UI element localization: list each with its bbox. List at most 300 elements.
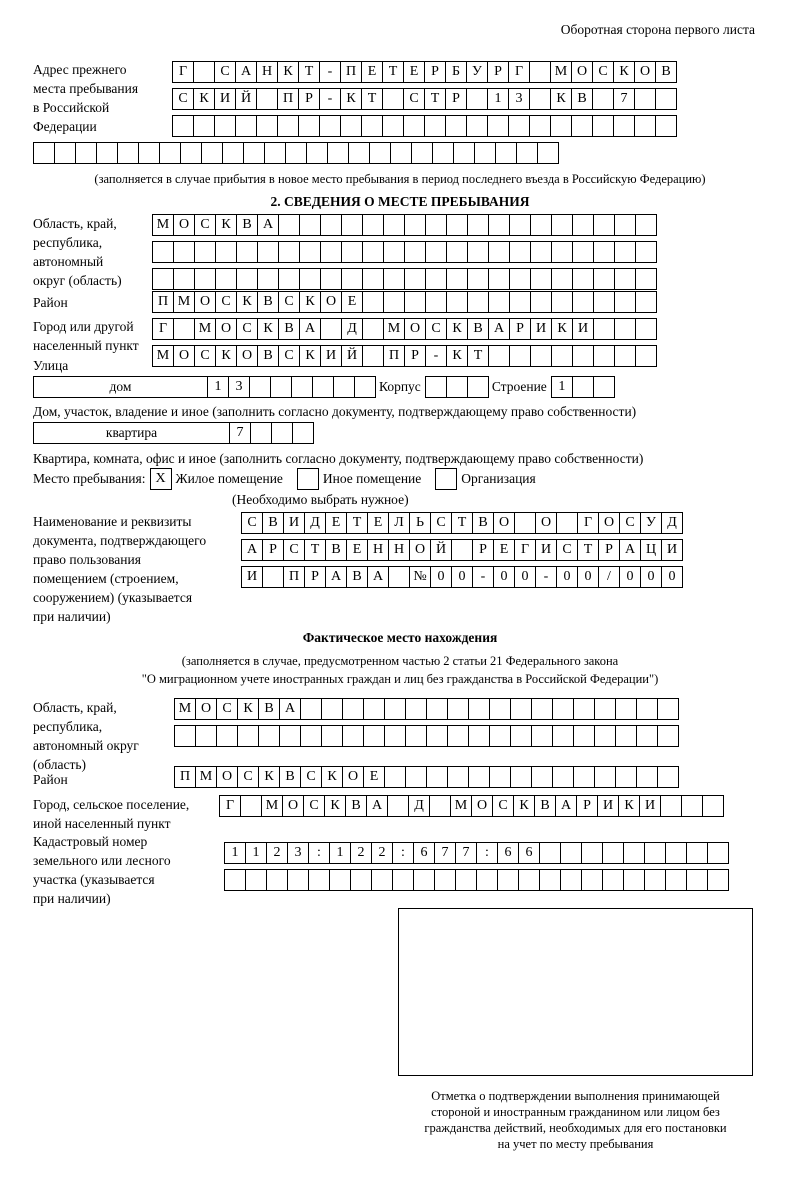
char-cell[interactable] [54,142,76,164]
char-cell[interactable] [361,115,383,137]
char-cell[interactable] [340,115,362,137]
char-cell[interactable]: Т [346,512,368,534]
char-cell[interactable]: Е [363,766,385,788]
char-cell[interactable] [306,142,328,164]
char-cell[interactable] [292,422,314,444]
char-cell[interactable] [285,142,307,164]
char-cell[interactable] [593,241,615,263]
region-row-2[interactable] [152,241,656,263]
char-cell[interactable] [467,241,489,263]
char-cell[interactable] [382,88,404,110]
char-cell[interactable] [592,115,614,137]
char-cell[interactable]: О [634,61,656,83]
char-cell[interactable] [308,869,330,891]
char-cell[interactable] [537,142,559,164]
char-cell[interactable]: О [571,61,593,83]
char-cell[interactable]: Г [508,61,530,83]
char-cell[interactable] [446,214,468,236]
char-cell[interactable]: С [403,88,425,110]
char-cell[interactable]: Р [487,61,509,83]
char-cell[interactable]: К [215,214,237,236]
char-cell[interactable] [530,268,552,290]
char-cell[interactable]: 0 [661,566,683,588]
char-cell[interactable]: Е [403,61,425,83]
char-cell[interactable]: А [279,698,301,720]
char-cell[interactable] [634,115,656,137]
char-cell[interactable] [426,766,448,788]
char-cell[interactable] [320,214,342,236]
char-cell[interactable] [287,869,309,891]
char-cell[interactable]: 6 [497,842,519,864]
char-cell[interactable]: С [194,345,216,367]
char-cell[interactable] [655,115,677,137]
char-cell[interactable]: 0 [514,566,536,588]
char-cell[interactable]: В [472,512,494,534]
char-cell[interactable] [552,725,574,747]
char-cell[interactable]: : [308,842,330,864]
char-cell[interactable]: О [236,345,258,367]
char-cell[interactable] [572,376,594,398]
char-cell[interactable] [594,698,616,720]
char-cell[interactable] [707,869,729,891]
char-cell[interactable]: Т [577,539,599,561]
char-cell[interactable] [392,869,414,891]
char-cell[interactable]: М [383,318,405,340]
char-cell[interactable] [467,214,489,236]
char-cell[interactable]: Г [514,539,536,561]
char-cell[interactable] [180,142,202,164]
char-cell[interactable]: М [450,795,472,817]
char-cell[interactable] [277,115,299,137]
char-cell[interactable] [509,214,531,236]
char-cell[interactable]: К [550,88,572,110]
char-cell[interactable] [509,345,531,367]
char-cell[interactable] [476,869,498,891]
char-cell[interactable]: 1 [329,842,351,864]
prev-address-row-1[interactable] [172,61,676,83]
char-cell[interactable] [362,214,384,236]
char-cell[interactable] [362,291,384,313]
char-cell[interactable] [33,142,55,164]
char-cell[interactable]: Е [367,512,389,534]
char-cell[interactable] [342,725,364,747]
char-cell[interactable] [256,88,278,110]
char-cell[interactable]: Р [472,539,494,561]
char-cell[interactable] [614,318,636,340]
char-cell[interactable]: П [174,766,196,788]
char-cell[interactable] [614,214,636,236]
char-cell[interactable]: К [446,345,468,367]
char-cell[interactable] [447,766,469,788]
char-cell[interactable] [278,268,300,290]
char-cell[interactable] [434,869,456,891]
char-cell[interactable] [614,345,636,367]
char-cell[interactable] [354,376,376,398]
char-cell[interactable] [425,268,447,290]
char-cell[interactable] [529,115,551,137]
char-cell[interactable]: 0 [556,566,578,588]
char-cell[interactable] [299,268,321,290]
char-cell[interactable]: С [215,291,237,313]
char-cell[interactable]: П [383,345,405,367]
char-cell[interactable] [635,214,657,236]
char-cell[interactable]: С [214,61,236,83]
char-cell[interactable] [594,725,616,747]
document-row-3[interactable] [241,566,682,588]
char-cell[interactable]: М [195,766,217,788]
char-cell[interactable] [405,766,427,788]
flat-cells[interactable] [229,422,313,444]
char-cell[interactable] [236,268,258,290]
char-cell[interactable] [327,142,349,164]
char-cell[interactable] [593,214,615,236]
char-cell[interactable] [279,725,301,747]
cadastral-row-2[interactable] [224,869,728,891]
char-cell[interactable] [384,725,406,747]
char-cell[interactable]: В [262,512,284,534]
char-cell[interactable]: О [173,345,195,367]
char-cell[interactable] [529,88,551,110]
char-cell[interactable]: П [277,88,299,110]
char-cell[interactable]: И [572,318,594,340]
char-cell[interactable]: О [535,512,557,534]
char-cell[interactable] [516,142,538,164]
char-cell[interactable]: К [613,61,635,83]
char-cell[interactable] [572,291,594,313]
char-cell[interactable] [530,214,552,236]
char-cell[interactable]: К [193,88,215,110]
char-cell[interactable]: 0 [619,566,641,588]
char-cell[interactable] [468,725,490,747]
char-cell[interactable]: А [555,795,577,817]
char-cell[interactable] [510,698,532,720]
char-cell[interactable]: Г [577,512,599,534]
char-cell[interactable] [350,869,372,891]
char-cell[interactable] [657,725,679,747]
char-cell[interactable]: М [174,698,196,720]
char-cell[interactable] [404,268,426,290]
char-cell[interactable]: Т [451,512,473,534]
char-cell[interactable] [425,376,447,398]
char-cell[interactable]: К [258,766,280,788]
char-cell[interactable]: Т [382,61,404,83]
char-cell[interactable] [635,318,657,340]
char-cell[interactable]: В [534,795,556,817]
char-cell[interactable] [572,345,594,367]
char-cell[interactable]: С [236,318,258,340]
char-cell[interactable]: К [551,318,573,340]
char-cell[interactable] [593,268,615,290]
char-cell[interactable] [573,698,595,720]
char-cell[interactable]: 3 [228,376,250,398]
char-cell[interactable] [429,795,451,817]
char-cell[interactable] [235,115,257,137]
char-cell[interactable] [413,869,435,891]
char-cell[interactable]: Р [304,566,326,588]
char-cell[interactable] [487,115,509,137]
char-cell[interactable] [291,376,313,398]
char-cell[interactable] [614,268,636,290]
char-cell[interactable] [489,698,511,720]
char-cell[interactable]: С [216,698,238,720]
region-row-3[interactable] [152,268,656,290]
char-cell[interactable] [383,214,405,236]
char-cell[interactable]: О [215,318,237,340]
char-cell[interactable] [403,115,425,137]
char-cell[interactable]: Д [661,512,683,534]
char-cell[interactable] [447,725,469,747]
char-cell[interactable]: 2 [266,842,288,864]
char-cell[interactable]: О [471,795,493,817]
char-cell[interactable] [466,115,488,137]
char-cell[interactable]: И [320,345,342,367]
char-cell[interactable]: Т [298,61,320,83]
char-cell[interactable] [298,115,320,137]
char-cell[interactable] [405,698,427,720]
char-cell[interactable] [560,869,582,891]
prev-address-row-2[interactable] [172,88,676,110]
flat-line[interactable] [33,422,313,444]
char-cell[interactable] [623,842,645,864]
char-cell[interactable]: 3 [287,842,309,864]
char-cell[interactable] [173,268,195,290]
char-cell[interactable] [383,291,405,313]
district-row[interactable] [152,291,656,313]
char-cell[interactable] [572,214,594,236]
char-cell[interactable]: В [345,795,367,817]
char-cell[interactable] [593,376,615,398]
char-cell[interactable]: В [346,566,368,588]
char-cell[interactable]: 7 [613,88,635,110]
char-cell[interactable]: Р [576,795,598,817]
char-cell[interactable] [489,766,511,788]
char-cell[interactable] [551,241,573,263]
char-cell[interactable]: Д [341,318,363,340]
stamp-box[interactable] [398,908,753,1076]
char-cell[interactable]: Е [346,539,368,561]
char-cell[interactable]: В [325,539,347,561]
char-cell[interactable]: С [492,795,514,817]
char-cell[interactable] [623,869,645,891]
char-cell[interactable] [371,869,393,891]
char-cell[interactable]: Н [367,539,389,561]
char-cell[interactable] [173,241,195,263]
char-cell[interactable]: Г [172,61,194,83]
char-cell[interactable]: Т [467,345,489,367]
char-cell[interactable] [432,142,454,164]
char-cell[interactable] [455,869,477,891]
char-cell[interactable]: В [236,214,258,236]
checkbox-zhiloe[interactable]: Х [150,468,172,490]
char-cell[interactable]: Р [445,88,467,110]
char-cell[interactable] [390,142,412,164]
char-cell[interactable] [363,698,385,720]
char-cell[interactable]: К [236,291,258,313]
char-cell[interactable]: М [173,291,195,313]
char-cell[interactable] [257,268,279,290]
char-cell[interactable]: С [300,766,322,788]
char-cell[interactable] [321,725,343,747]
char-cell[interactable]: К [340,88,362,110]
char-cell[interactable] [446,376,468,398]
char-cell[interactable] [614,291,636,313]
char-cell[interactable]: А [367,566,389,588]
char-cell[interactable] [529,61,551,83]
char-cell[interactable]: / [598,566,620,588]
char-cell[interactable] [488,214,510,236]
char-cell[interactable]: 1 [245,842,267,864]
char-cell[interactable]: С [592,61,614,83]
char-cell[interactable]: А [619,539,641,561]
char-cell[interactable]: М [261,795,283,817]
char-cell[interactable]: А [299,318,321,340]
char-cell[interactable]: С [556,539,578,561]
char-cell[interactable]: И [214,88,236,110]
char-cell[interactable] [96,142,118,164]
char-cell[interactable] [243,142,265,164]
char-cell[interactable]: О [404,318,426,340]
char-cell[interactable] [75,142,97,164]
char-cell[interactable]: Р [404,345,426,367]
char-cell[interactable]: С [283,539,305,561]
actual-district-row[interactable] [174,766,678,788]
char-cell[interactable]: Р [424,61,446,83]
char-cell[interactable] [495,142,517,164]
char-cell[interactable] [312,376,334,398]
char-cell[interactable] [560,842,582,864]
char-cell[interactable]: - [319,61,341,83]
char-cell[interactable]: Е [493,539,515,561]
checkbox-organizaciya[interactable] [435,468,457,490]
char-cell[interactable] [572,241,594,263]
char-cell[interactable] [594,766,616,788]
char-cell[interactable] [636,766,658,788]
char-cell[interactable] [636,725,658,747]
char-cell[interactable] [467,291,489,313]
char-cell[interactable] [531,766,553,788]
char-cell[interactable] [551,268,573,290]
char-cell[interactable] [159,142,181,164]
char-cell[interactable]: - [425,345,447,367]
char-cell[interactable]: О [409,539,431,561]
char-cell[interactable]: К [321,766,343,788]
char-cell[interactable]: С [172,88,194,110]
char-cell[interactable] [453,142,475,164]
char-cell[interactable] [510,725,532,747]
char-cell[interactable] [320,318,342,340]
char-cell[interactable] [320,268,342,290]
char-cell[interactable] [341,241,363,263]
char-cell[interactable] [329,869,351,891]
char-cell[interactable]: 1 [224,842,246,864]
char-cell[interactable] [426,698,448,720]
char-cell[interactable] [707,842,729,864]
char-cell[interactable]: И [535,539,557,561]
char-cell[interactable]: И [639,795,661,817]
char-cell[interactable]: Р [509,318,531,340]
cadastral-row-1[interactable] [224,842,728,864]
char-cell[interactable]: А [325,566,347,588]
char-cell[interactable]: К [237,698,259,720]
char-cell[interactable] [681,795,703,817]
char-cell[interactable]: Е [361,61,383,83]
char-cell[interactable] [581,842,603,864]
char-cell[interactable] [572,268,594,290]
char-cell[interactable] [362,268,384,290]
char-cell[interactable]: Й [235,88,257,110]
char-cell[interactable]: - [472,566,494,588]
char-cell[interactable]: К [618,795,640,817]
char-cell[interactable]: С [425,318,447,340]
char-cell[interactable] [383,268,405,290]
char-cell[interactable]: У [466,61,488,83]
char-cell[interactable] [446,268,468,290]
char-cell[interactable] [615,766,637,788]
char-cell[interactable]: О [195,698,217,720]
char-cell[interactable]: С [241,512,263,534]
char-cell[interactable] [551,345,573,367]
char-cell[interactable] [552,698,574,720]
char-cell[interactable] [551,291,573,313]
char-cell[interactable]: К [324,795,346,817]
char-cell[interactable]: С [237,766,259,788]
char-cell[interactable]: 0 [640,566,662,588]
char-cell[interactable] [262,566,284,588]
char-cell[interactable]: Т [361,88,383,110]
char-cell[interactable] [384,698,406,720]
char-cell[interactable] [573,766,595,788]
char-cell[interactable]: 1 [207,376,229,398]
char-cell[interactable]: И [597,795,619,817]
char-cell[interactable]: С [619,512,641,534]
char-cell[interactable] [686,842,708,864]
char-cell[interactable] [257,241,279,263]
char-cell[interactable]: П [152,291,174,313]
char-cell[interactable]: 0 [577,566,599,588]
char-cell[interactable] [593,291,615,313]
char-cell[interactable]: : [476,842,498,864]
char-cell[interactable]: Г [219,795,241,817]
char-cell[interactable]: Т [424,88,446,110]
char-cell[interactable] [278,214,300,236]
char-cell[interactable] [531,698,553,720]
char-cell[interactable] [468,698,490,720]
char-cell[interactable] [556,512,578,534]
char-cell[interactable] [509,268,531,290]
char-cell[interactable]: М [152,214,174,236]
char-cell[interactable]: Й [430,539,452,561]
char-cell[interactable]: Н [256,61,278,83]
char-cell[interactable] [686,869,708,891]
char-cell[interactable] [539,842,561,864]
char-cell[interactable] [514,512,536,534]
char-cell[interactable]: В [257,291,279,313]
char-cell[interactable]: И [530,318,552,340]
char-cell[interactable] [342,698,364,720]
char-cell[interactable] [551,214,573,236]
char-cell[interactable] [518,869,540,891]
char-cell[interactable] [635,268,657,290]
char-cell[interactable] [509,241,531,263]
char-cell[interactable]: К [277,61,299,83]
char-cell[interactable] [636,698,658,720]
checkbox-inoe[interactable] [297,468,319,490]
char-cell[interactable] [384,766,406,788]
char-cell[interactable] [215,241,237,263]
street-row[interactable] [152,345,656,367]
char-cell[interactable]: Й [341,345,363,367]
char-cell[interactable]: В [258,698,280,720]
